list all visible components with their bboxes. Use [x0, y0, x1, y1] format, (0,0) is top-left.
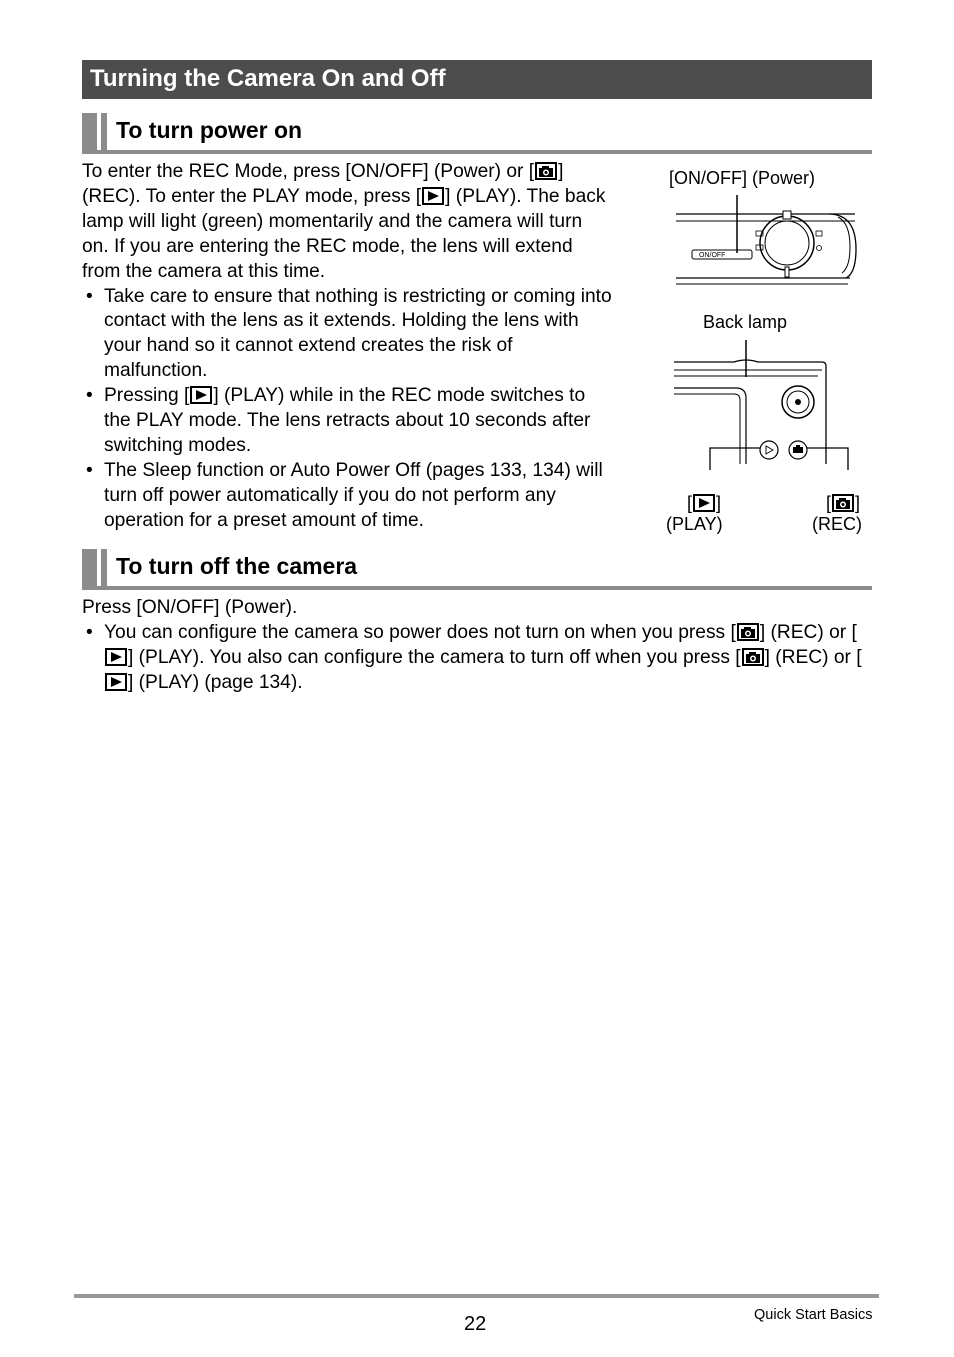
footer-section-name: Quick Start Basics [754, 1307, 873, 1323]
section-title: To turn power on [116, 117, 303, 143]
back-lamp-label: Back lamp [703, 312, 788, 332]
play-icon [105, 673, 127, 691]
onoff-engraving: ON/OFF [699, 252, 726, 259]
camera-icon [832, 494, 854, 512]
play-icon [105, 648, 127, 666]
play-button-label: [ ] [687, 493, 722, 513]
section-title: To turn off the camera [116, 553, 358, 579]
camera-top-illustration [670, 195, 870, 295]
section-heading-power-on [82, 113, 872, 154]
rec-caption: (REC) [812, 514, 862, 534]
play-caption: (PLAY) [666, 514, 723, 534]
camera-back-illustration [672, 340, 872, 470]
play-icon [693, 494, 715, 512]
list-item: • You can configure the camera so power does not turn on when you press [ ] (REC) or [ ] (PLAY). You also can configure the camera to turn off when you press [ ] (REC) or [ ] (PLAY) (page 134). [82, 621, 872, 696]
page-number: 22 [464, 1313, 487, 1335]
power-button-label: [ON/OFF] (Power) [669, 168, 816, 188]
power-off-text: Press [ON/OFF] (Power). [82, 597, 298, 618]
footer-divider [74, 1294, 879, 1298]
play-icon [190, 386, 212, 404]
page-title: Turning the Camera On and Off [82, 60, 872, 99]
camera-icon [742, 648, 764, 666]
list-item: • Pressing [ ] (PLAY) while in the REC mode switches to the PLAY mode. The lens retracts about 10 seconds after switching modes. [82, 384, 614, 459]
power-off-body [82, 596, 872, 696]
camera-icon [535, 162, 557, 180]
list-item: • The Sleep function or Auto Power Off (pages 133, 134) will turn off power automatically if you do not perform any operation for a preset amount of time. [82, 459, 614, 534]
power-on-intro: To enter the REC Mode, press [ON/OFF] (Power) or [ ] (REC). To enter the PLAY mode, press [ ] (PLAY). The back lamp will light (green) momentarily and the camera will turn on. If you are entering the REC mode, the lens will extend from the camera at this time. [82, 161, 606, 282]
list-item: • Take care to ensure that nothing is restricting or coming into contact with the lens as it extends. Holding the lens with your hand so it cannot extend creates the risk of malfunction. [82, 285, 614, 385]
play-icon [422, 187, 444, 205]
power-on-body [82, 160, 614, 534]
camera-icon [737, 623, 759, 641]
rec-button-label: [ ] [826, 493, 861, 513]
section-heading-power-off [82, 549, 872, 590]
